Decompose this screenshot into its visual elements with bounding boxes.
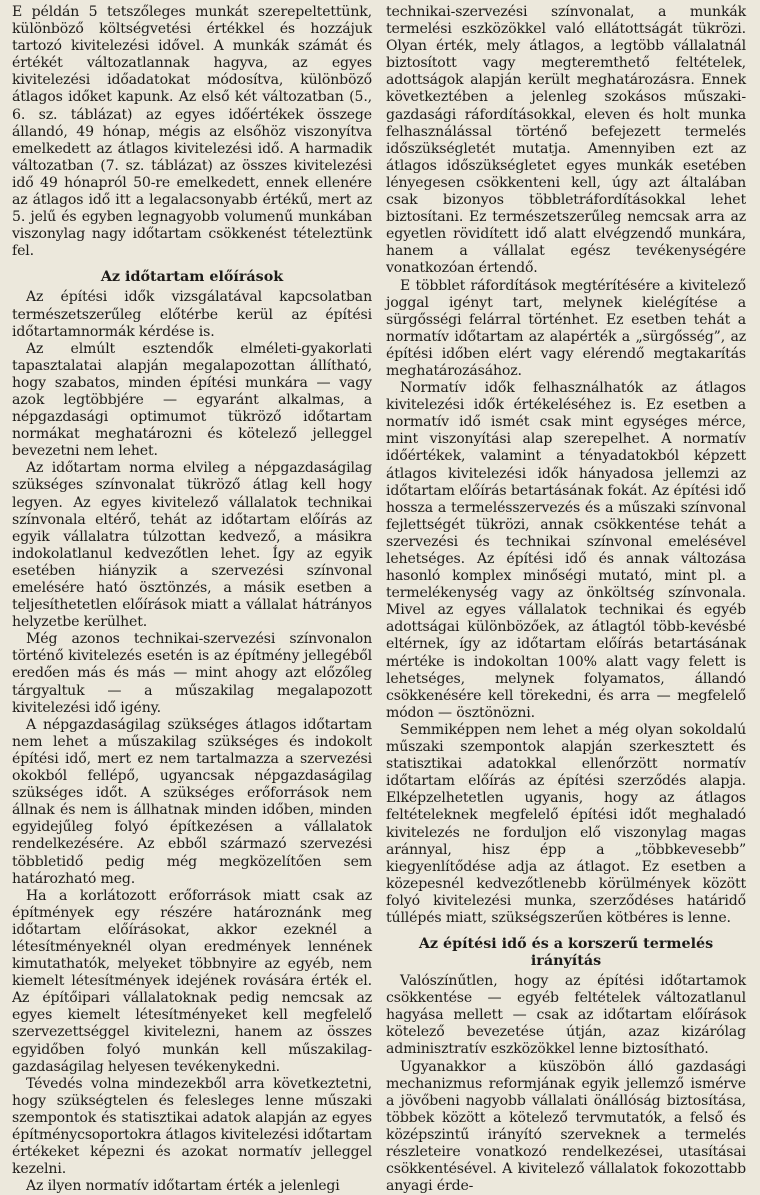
paragraph: Valószínűtlen, hogy az építési időtartamok csökkentése — egyéb feltételek változatlanul hagyása mellett — csak az időtartam előírások kötelező bevezetése útján, azaz kizárólag adminisztratív eszközökkel lenne biztosítható.	[386, 973, 746, 1058]
paragraph: Ha a korlátozott erőforrások miatt csak az építmények egy részére határoznánk meg időtartam előírásokat, akkor ezeknél a létesítményeknél olyan eredmények lennének kimutathatók, melyeket többnyire az egyéb, nem kiemelt létesítmények idejének rovására érték el. Az építőipari vállalatoknak pedig nemcsak az egyes kiemelt létesítményeket kell megfelelő szervezettséggel kivitelezni, hanem az összes egyidőben folyó munkán kell műszakilag-gazdaságilag helyesen tevékenykedni.	[12, 887, 372, 1075]
paragraph: Ugyanakkor a küszöbön álló gazdasági mechanizmus reformjának egyik jellemző ismérve a jövőbeni nagyobb vállalati önállóság biztosítása, többek között a kötelező tervmutatók, a felső és középszintű irányító szerveknek a termelés részleteire vonatkozó rendelkezései, utasításai csökkentésével. A kivitelező vállalatok fokozottabb anyagi érde-	[386, 1058, 746, 1195]
section-heading: Az építési idő és a korszerű termelés irányítás	[418, 936, 714, 970]
paragraph: Normatív idők felhasználhatók az átlagos kivitelezési idők értékeléséhez is. Ez esetben a normatív idő ismét csak mint egységes mérce, mint viszonyítási alap szerepelhet. A normatív időértékek, valamint a tényadatokból képzett átlagos kivitelezési idők hányadosa jellemzi az időtartam előírás betartásának fokát. Az építési idő hossza a termelésszervezés és a műszaki színvonal fejlettségét tükrözi, annak csökkentése tehát a szervezési és technikai színvonal emelésével lehetséges. Az építési idő és annak változása hasonló komplex minőségi mutató, mint pl. a termelékenység vagy az önköltség színvonala. Mivel az egyes vállalatok technikai és egyéb adottságai különbözőek, az átlagtól több-kevésbé eltérnek, így az időtartam előírás betartásának mértéke is indokoltan 100% alatt vagy felett is lehetséges, melynek folyamatos, állandó csökkenésére kell törekedni, és arra — megfelelő módon — ösztönözni.	[386, 380, 746, 721]
paragraph: Az elmúlt esztendők elméleti-gyakorlati tapasztalatai alapján megalapozottan állítható, hogy szabatos, minden építési munkára — vagy azok legtöbbjére — egyaránt alkalmas, a népgazdasági optimumot tükröző időtartam normákat meghatározni és kötelező jelleggel bevezetni nem lehet.	[12, 340, 372, 460]
paragraph: technikai-szervezési színvonalat, a munkák termelési eszközökkel való ellátottságát tükrözi. Olyan érték, mely átlagos, a legtöbb vállalatnál biztosított vagy megteremthető feltételek, adottságok alapján került meghatározásra. Ennek következtében a jelenleg szokásos műszaki-gazdasági ráfordításokkal, eleven és holt munka felhasználással történő befejezett termelés időszükségletét mutatja. Amennyiben ezt az átlagos időszükségletet egyes munkák esetében lényegesen csökkenteni kell, úgy azt általában csak bizonyos többletráfordításokkal lehet biztosítani. Ez természetszerűleg nemcsak arra az egyetlen rövidített idő alatt elvégzendő munkára, hanem a vállalat egész tevékenységére vonatkozóan értendő.	[386, 4, 746, 277]
paragraph: Az építési idők vizsgálatával kapcsolatban természetszerűleg előtérbe kerül az építési időtartamnormák kérdése is.	[12, 289, 372, 340]
paragraph: Az időtartam norma elvileg a népgazdaságilag szükséges színvonalat tükröző átlag kell hogy legyen. Az egyes kivitelező vállalatok technikai színvonala eltérő, tehát az időtartam előírás az egyik vállalatra túlzottan kedvező, a másikra indokolatlanul kedvezőtlen lehet. Így az egyik esetében hiányzik a szervezési színvonal emelésére ható ösztönzés, a másik esetben a teljesíthetetlen előírások miatt a vállalat hátrányos helyzetbe kerülhet.	[12, 460, 372, 631]
paragraph: Semmiképpen nem lehet a még olyan sokoldalú műszaki szempontok alapján szerkesztett és statisztikai adatokkal ellenőrzött normatív időtartam előírás az építési szerződés alapja. Elképzelhetetlen ugyanis, hogy az átlagos feltételeknek megfelelő építési időt meghaladó kivitelezés ne forduljon elő viszonylag magas aránnyal, hisz épp a „többkevesebb” kiegyenlítődése adja az átlagot. Ez esetben a közepesnél kedvezőtlenebb körülmények között folyó kivitelezési munka, szerződéses határidő túllépés miatt, szükségszerűen kötbéres is lenne.	[386, 721, 746, 926]
paragraph: Az ilyen normatív időtartam érték a jelenlegi	[26, 1178, 340, 1195]
paragraph: A népgazdaságilag szükséges átlagos időtartam nem lehet a műszakilag szükséges és indokolt építési idő, mert ez nem tartalmazza a szervezési okokból fellépő, ugyancsak népgazdaságilag szükséges időt. A szükséges erőforrások nem állnak és nem is állhatnak minden időben, minden egyidejűleg folyó építkezésen a vállalatok rendelkezésére. Az ebből származó szervezési többletidő pedig még megközelítően sem határozható meg.	[12, 716, 372, 887]
paragraph: Még azonos technikai-szervezési színvonalon történő kivitelezés esetén is az építmény jellegéből eredően más és más — mint ahogy azt előzőleg tárgyaltuk — a műszakilag megalapozott kivitelezési idő igény.	[12, 631, 372, 716]
right-column	[386, 4, 746, 1195]
paragraph: E példán 5 tetszőleges munkát szerepeltettünk, különböző költségvetési értékkel és hozzájuk tartozó kivitelezési idővel. A munkák számát és értékét változatlannak hagyva, az egyes kivitelezési időadatokat módosítva, különböző átlagos időket kapunk. Az első két változatban (5., 6. sz. táblázat) az egyes időértékek összege állandó, 49 hónap, mégis az elsőhöz viszonyítva emelkedett az átlagos kivitelezési idő. A harmadik változatban (7. sz. táblázat) az összes kivitelezési idő 49 hónapról 50-re emelkedett, ennek ellenére az átlagos idő itt a legalacsonyabb értékű, mert az 5. jelű és egyben legnagyobb volumenű munkában viszonylag nagy időtartam csökkenést tételeztünk fel.	[12, 4, 372, 260]
section-heading: Az időtartam előírások	[100, 269, 284, 286]
paragraph: E többlet ráfordítások megtérítésére a kivitelező joggal igényt tart, melynek kielégítése a sürgősségi felárral történhet. Ez esetben tehát a normatív időtartam az alapérték a „sürgősség”, az építési időben elért vagy elérendő megtakarítás meghatározásához.	[386, 277, 746, 379]
paragraph: Tévedés volna mindezekből arra következtetni, hogy szükségtelen és felesleges lenne műszaki szempontok és statisztikai adatok alapján az egyes építménycsoportokra átlagos kivitelezési időtartam értékeket képezni és azokat normatív jelleggel kezelni.	[12, 1075, 372, 1178]
left-column	[12, 4, 372, 1195]
